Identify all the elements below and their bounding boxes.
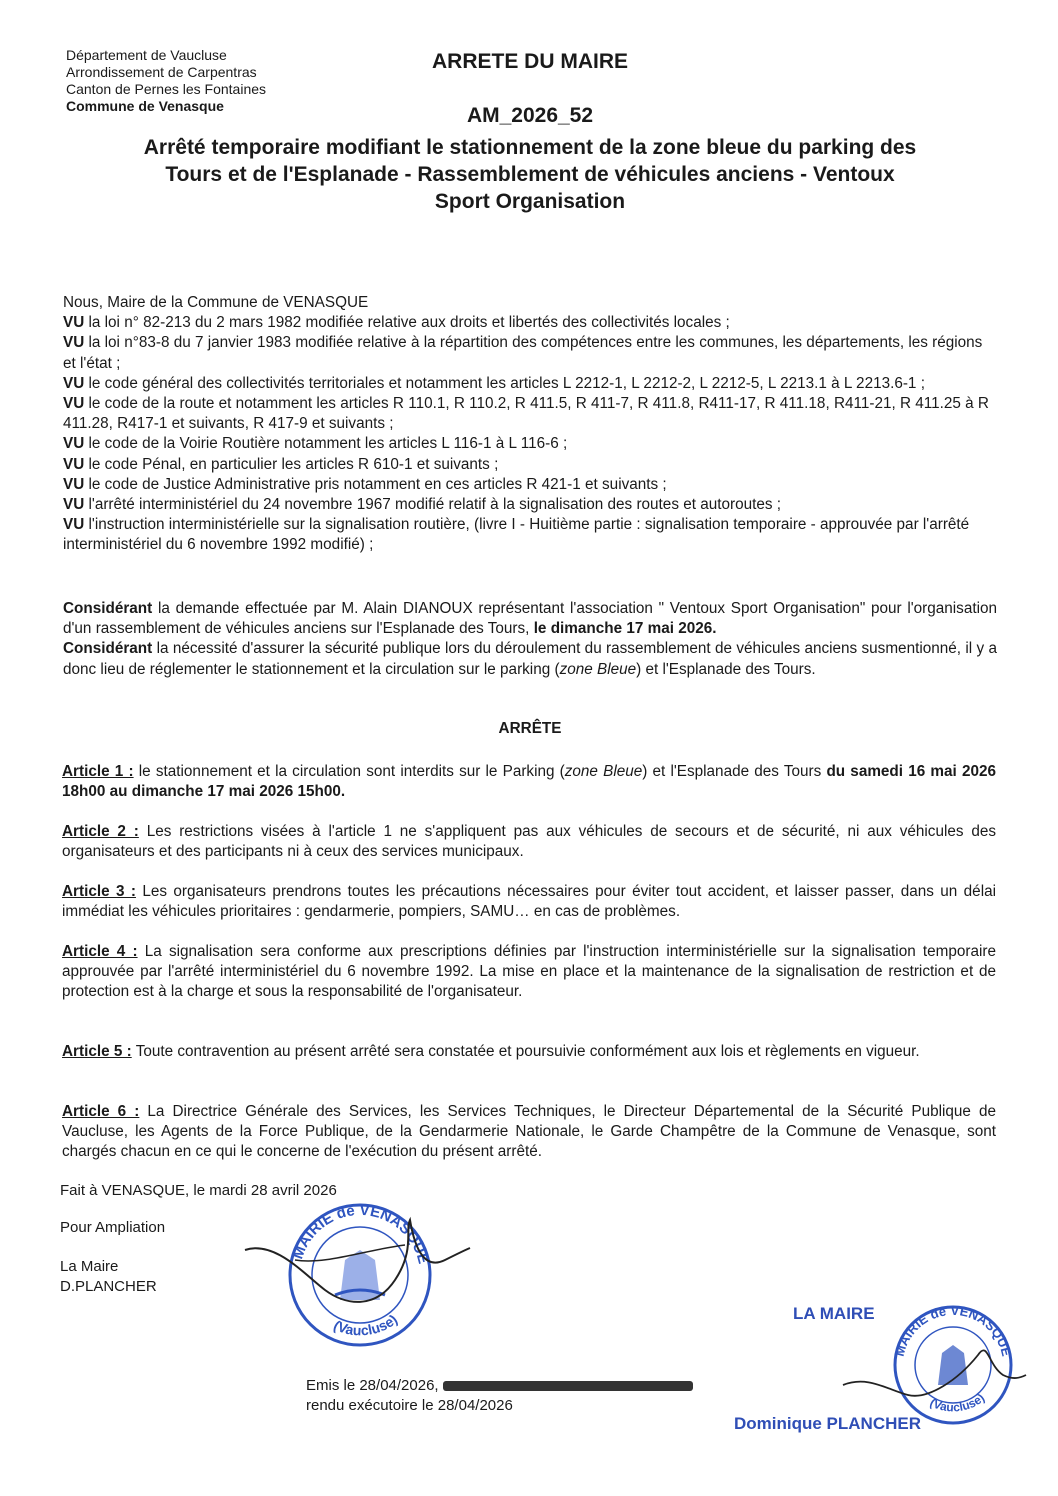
article-3: Article 3 : Les organisateurs prendrons toutes les précautions nécessaires pour éviter tout accident, et laisser passer, dans un délai immédiat les véhicules prioritaires : gendarmerie, pompiers, SAMU… en cas de problèmes. [62, 883, 996, 921]
department-line: Département de Vaucluse [66, 47, 227, 63]
pour-ampliation: Pour Ampliation [60, 1219, 166, 1236]
signatory-role: La Maire [60, 1258, 119, 1275]
commune-line: Commune de Venasque [66, 98, 224, 114]
subject-line-3: Sport Organisation [434, 190, 626, 213]
subject-line-1: Arrêté temporaire modifiant le stationnement de la zone bleue du parking des [143, 136, 917, 159]
article-4: Article 4 : La signalisation sera conforme aux prescriptions définies par l'instruction interministérielle sur la signalisation temporaire approuvée par l'arrêté interministériel du 6 novembre 1992. La mise en place et la maintenance de la signalisation de restriction et de protection est à la charge et sous la responsabilité de l'organisateur. [62, 943, 996, 1001]
svg-text:(Vaucluse): (Vaucluse) [927, 1390, 988, 1415]
canton-line: Canton de Pernes les Fontaines [66, 81, 267, 97]
document-code: AM_2026_52 [466, 104, 594, 127]
considerant-1: Considérant la demande effectuée par M. Alain DIANOUX représentant l'association " Ventoux Sport Organisation" pour l'organisation d'un rassemblement de véhicules anciens sur l'Esplanade des Tours, le dimanche 17 mai 2026. [63, 600, 997, 638]
visa-item: VU le code de la Voirie Routière notamment les articles L 116-1 à L 116-6 ; [63, 435, 568, 453]
svg-text:MAIRIE de VENASQUE: MAIRIE de VENASQUE [891, 1302, 1015, 1358]
article-1: Article 1 : le stationnement et la circulation sont interdits sur le Parking (zone Bleue) et l'Esplanade des Tours du samedi 16 mai 2026 18h00 au dimanche 17 mai 2026 15h00. [62, 763, 996, 801]
svg-text:MAIRIE de VENASQUE: MAIRIE de VENASQUE [289, 1201, 432, 1266]
emission-block [306, 1376, 693, 1416]
preamble: Nous, Maire de la Commune de VENASQUE [63, 294, 369, 311]
subject-line-2: Tours et de l'Esplanade - Rassemblement de véhicules anciens - Ventoux [165, 163, 895, 186]
issuer-header [66, 47, 266, 115]
mayor-name: Dominique PLANCHER [734, 1414, 921, 1433]
visa-item: VU le code de Justice Administrative pris notamment en ces articles R 421-1 et suivants ; [63, 475, 667, 493]
arrete-heading: ARRÊTE [498, 720, 562, 737]
signatory-name: D.PLANCHER [60, 1278, 157, 1295]
mairie-stamp-left [235, 1190, 485, 1370]
emis-line: Emis le 28/04/2026, [306, 1376, 693, 1396]
visa-item: VU l'arrêté interministériel du 24 novembre 1967 modifié relatif à la signalisation des routes et autoroutes ; [63, 496, 782, 514]
document-title: ARRETE DU MAIRE [431, 50, 628, 73]
document-subject [60, 134, 1000, 215]
fait-a-line: Fait à VENASQUE, le mardi 28 avril 2026 [60, 1182, 337, 1199]
article-2: Article 2 : Les restrictions visées à l'article 1 ne s'appliquent pas aux véhicules de secours et de sécurité, ni aux véhicules des organisateurs et des participants ni à ceux des services municipaux. [62, 823, 996, 861]
visa-item: VU la loi n°83-8 du 7 janvier 1983 modifiée relative à la répartition des compétences entre les communes, les départements, les régions et l'état ; [63, 334, 983, 372]
article-6: Article 6 : La Directrice Générale des Services, les Services Techniques, le Directeur Départemental de la Sécurité Publique de Vaucluse, les Agents de la Force Publique, de la Gendarmerie Nationale, le Garde Champêtre de la Commune de Venasque, sont chargés chacun en ce qui le concerne de l'exécution du présent arrêté. [62, 1103, 996, 1161]
redacted-text [443, 1381, 693, 1391]
considerants-block [63, 599, 997, 680]
visa-item: VU le code général des collectivités territoriales et notamment les articles L 2212-1, L 2212-2, L 2212-5, L 2213.1 à L 2213.6-1 ; [63, 374, 925, 392]
visa-item: VU l'instruction interministérielle sur la signalisation routière, (livre I - Huitième partie : signalisation temporaire - approuvée par l'arrêté interministériel du 6 novembre 1992 modifié) ; [63, 516, 970, 554]
mayor-title: LA MAIRE [793, 1304, 875, 1323]
arrondissement-line: Arrondissement de Carpentras [66, 64, 257, 80]
visas-block [63, 293, 993, 556]
visa-item: VU le code Pénal, en particulier les articles R 610-1 et suivants ; [63, 455, 499, 473]
visa-item: VU le code de la route et notamment les articles R 110.1, R 110.2, R 411.5, R 411-7, R 411.8, R411-17, R 411.18, R411-21, R 411.25 à R 411.28, R417-1 et suivants, R 417-9 et suivants ; [63, 395, 989, 433]
executoire-line: rendu exécutoire le 28/04/2026 [306, 1397, 513, 1414]
visa-item: VU la loi n° 82-213 du 2 mars 1982 modifiée relative aux droits et libertés des collectivités locales ; [63, 314, 730, 332]
considerant-2: Considérant la nécessité d'assurer la sécurité publique lors du déroulement du rassemblement de véhicules anciens susmentionné, il y a donc lieu de réglementer le stationnement et la circulation sur le parking (zone Bleue) et l'Esplanade des Tours. [63, 640, 997, 678]
article-5: Article 5 : Toute contravention au présent arrêté sera constatée et poursuivie conformément aux lois et règlements en vigueur. [62, 1043, 920, 1060]
svg-text:(Vaucluse): (Vaucluse) [331, 1311, 401, 1339]
